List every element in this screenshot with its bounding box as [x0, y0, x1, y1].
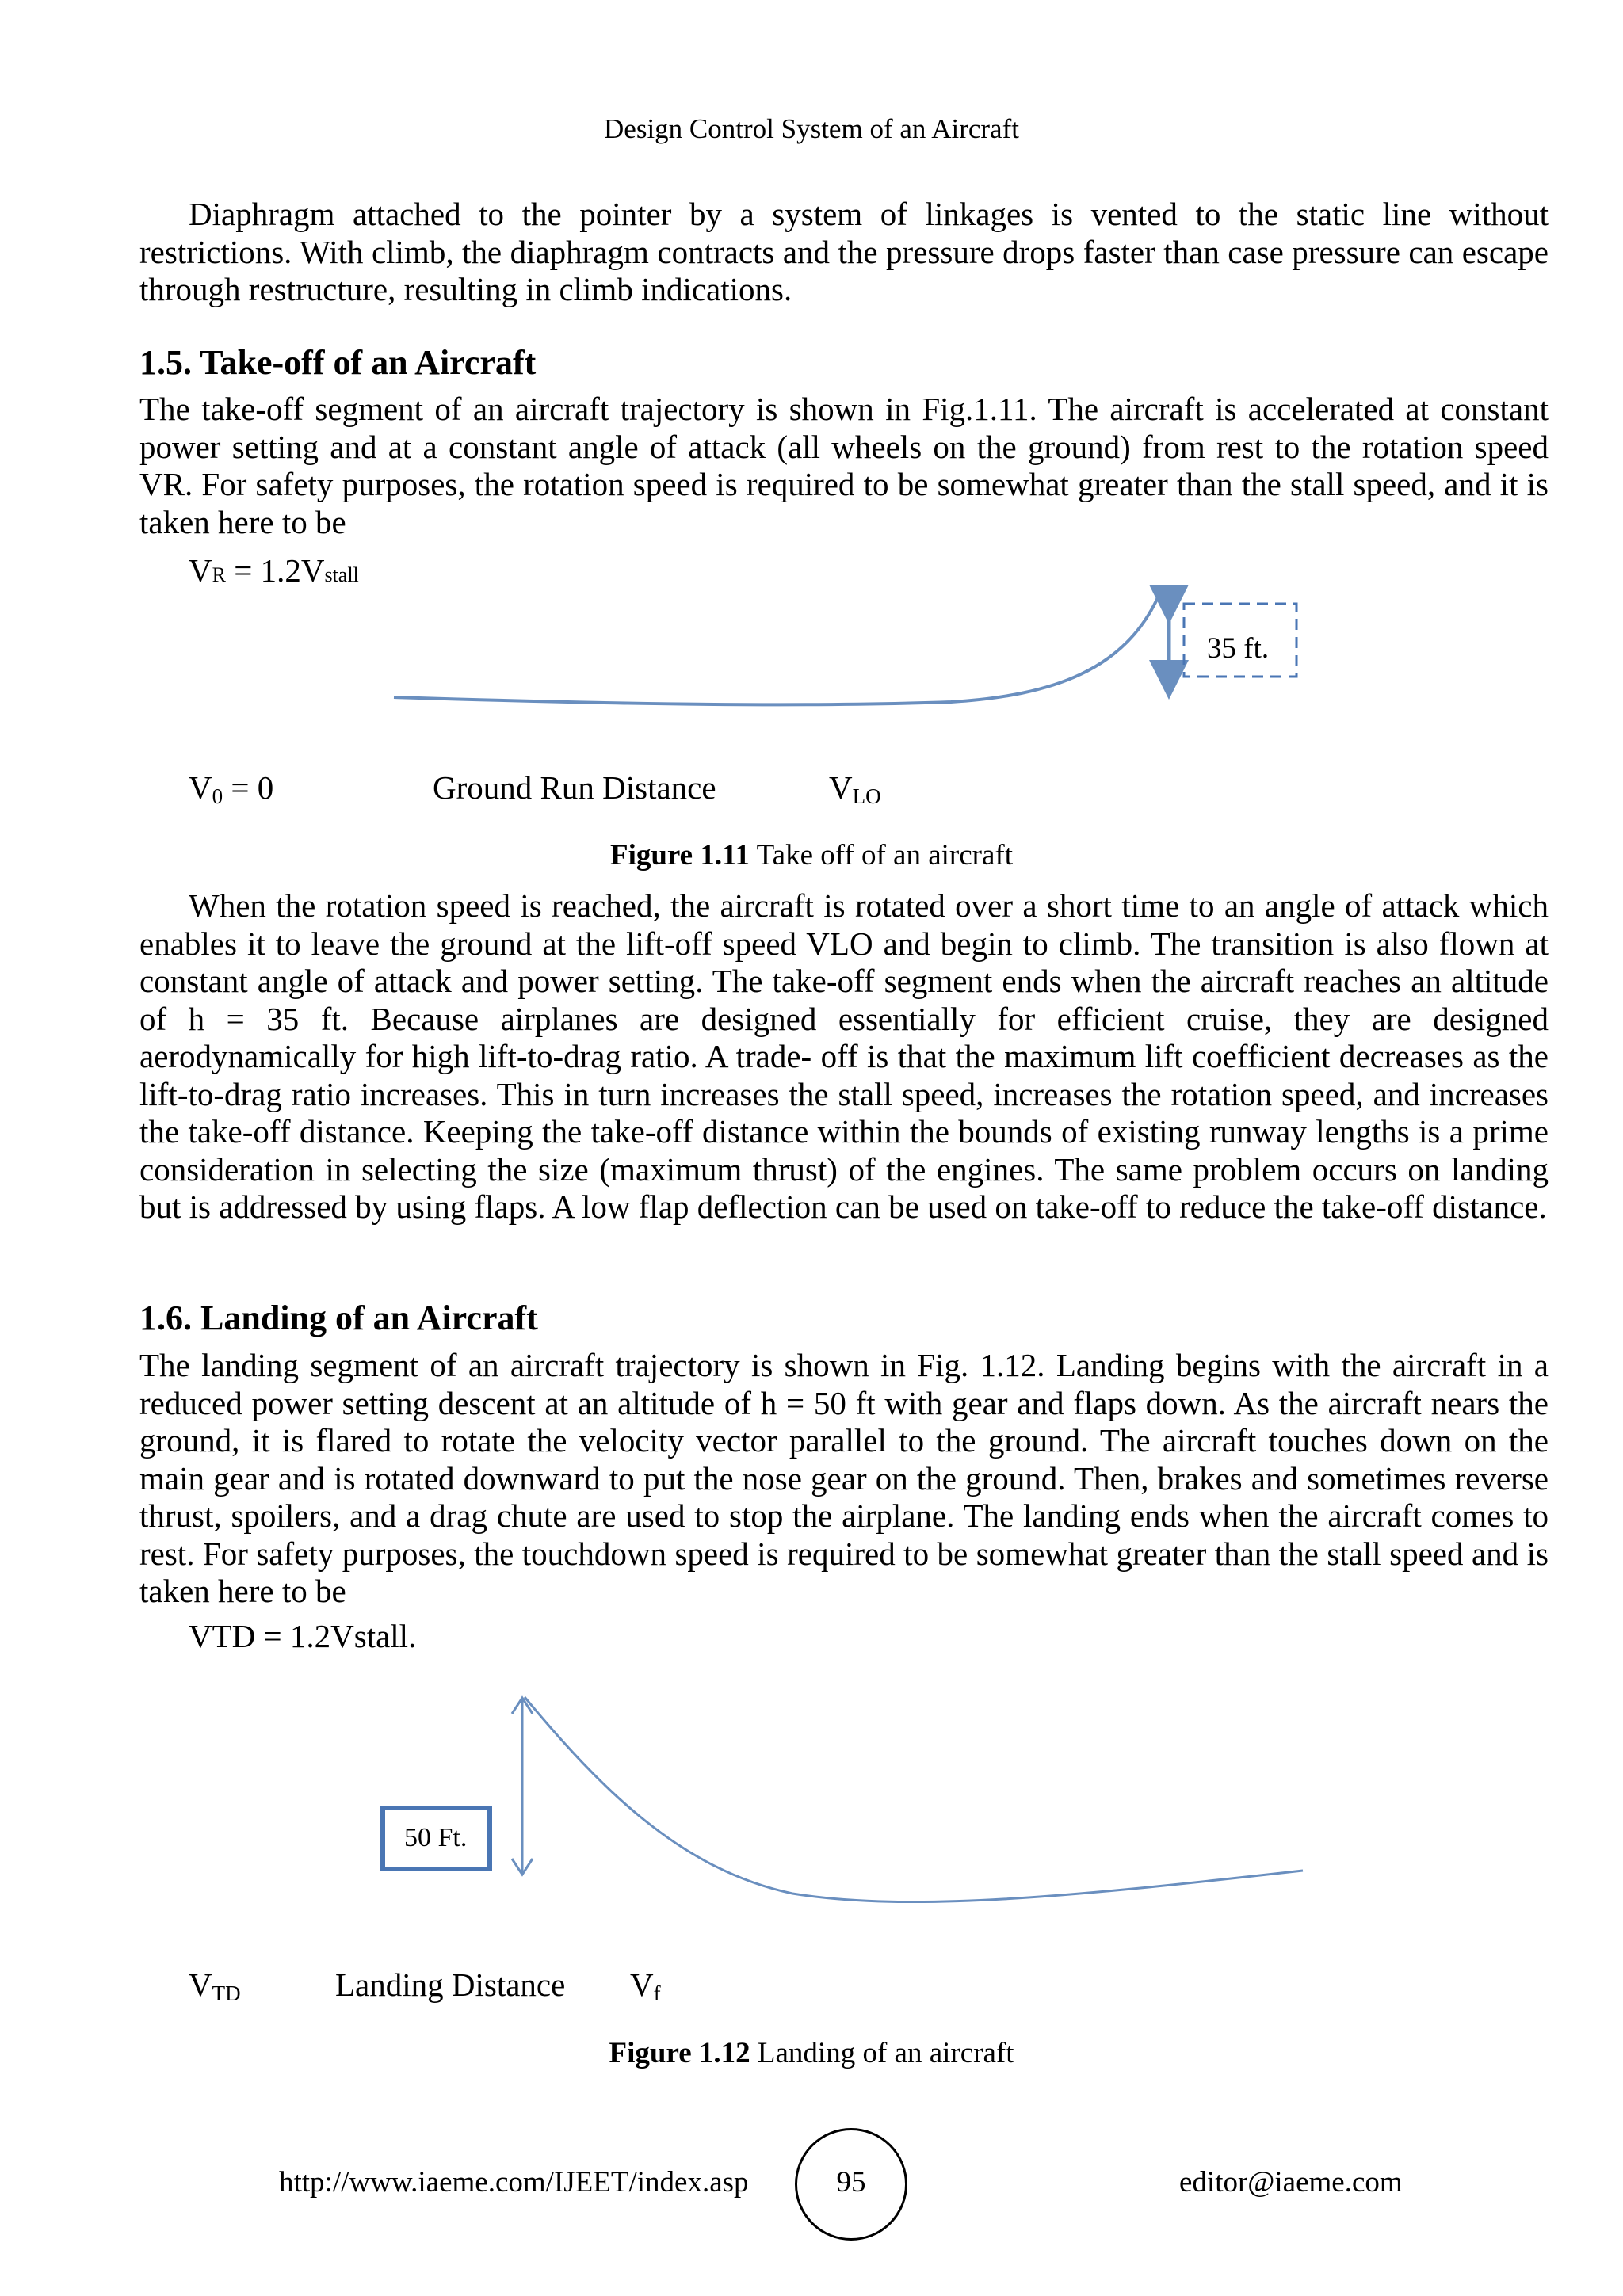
vtd-label — [189, 1966, 241, 2006]
touchdown-speed-equation: VTD = 1.2Vstall. — [189, 1618, 417, 1654]
vf-symbol: V — [630, 1966, 654, 2003]
v0-value: = 0 — [223, 769, 274, 806]
figure-1-11-number: Figure 1.11 — [609, 839, 750, 871]
takeoff-paragraph-2: When the rotation speed is reached, the aircraft is rotated over a short time to an angle of attack which enables it to leave the ground at the lift-off speed VLO and begin to climb. The transition is also flown at constant angle of attack and power setting. The take-off segment ends when the aircraft reaches an altitude of h = 35 ft. Because airplanes are designed essentially for efficient cruise, they are designed aerodynamically for high lift-to-drag ratio. A trade- off is that the maximum lift coefficient decreases as the lift-to-drag ratio increases. This in turn increases the stall speed, increases the rotation speed, and increases the take-off distance. Keeping the take-off distance within the bounds of existing runway lengths is a prime consideration in selecting the size (maximum thrust) of the engines. The same problem occurs on landing but is addressed by using flaps. A low flap deflection can be used on take-off to reduce the take-off distance. — [139, 887, 1549, 1225]
vtd-symbol: V — [189, 1966, 212, 2003]
takeoff-paragraph-1: The take-off segment of an aircraft trajectory is shown in Fig.1.11. The aircraft is accelerated at constant power setting and at a constant angle of attack (all wheels on the ground) from rest to the rotation speed VR. For safety purposes, the rotation speed is required to be somewhat greater than the stall speed, and it is taken here to be — [139, 391, 1549, 540]
vlo-symbol: V — [829, 769, 853, 806]
figure-1-12-number: Figure 1.12 — [609, 2037, 750, 2069]
vf-subscript: f — [653, 1981, 661, 2005]
running-head: Design Control System of an Aircraft — [604, 113, 1019, 144]
vtd-subscript: TD — [212, 1981, 241, 2005]
section-heading-takeoff: 1.5. Take-off of an Aircraft — [139, 343, 537, 382]
ground-run-distance-label: Ground Run Distance — [433, 769, 716, 806]
eq-rhs: = 1.2V — [225, 552, 325, 589]
footer-url-link[interactable]: http://www.iaeme.com/IJEET/index.asp — [279, 2166, 749, 2199]
landing-paragraph-1: The landing segment of an aircraft trajectory is shown in Fig. 1.12. Landing begins with the aircraft in a reduced power setting descent at an altitude of h = 50 ft with gear and flaps down. As the aircraft nears the ground, it is flared to rotate the velocity vector parallel to the ground. The aircraft touches down on the main gear and is rotated downward to put the nose gear on the ground. Then, brakes and sometimes reverse thrust, spoilers, and a drag chute are used to stop the airplane. The landing ends when the aircraft comes to rest. For safety purposes, the touchdown speed is required to be somewhat greater than the stall speed and is taken here to be — [139, 1347, 1549, 1609]
eq-lhs-sub: R — [212, 563, 226, 586]
v0-subscript: 0 — [212, 784, 223, 808]
eq-lhs: V — [189, 552, 212, 589]
figure-1-11-text: Take off of an aircraft — [750, 839, 1014, 871]
intro-paragraph: Diaphragm attached to the pointer by a system of linkages is vented to the static line without restrictions. With climb, the diaphragm contracts and the pressure drops faster than case pressure can escape through restructure, resulting in climb indications. — [139, 196, 1549, 307]
eq-rhs-sub: stall — [324, 563, 359, 586]
v0-symbol: V — [189, 769, 212, 806]
page-number: 95 — [836, 2166, 866, 2199]
footer-email-link[interactable]: editor@iaeme.com — [1179, 2166, 1403, 2199]
landing-trajectory-line — [525, 1697, 1303, 1902]
vlo-subscript: LO — [852, 784, 881, 808]
landing-height-label: 50 Ft. — [404, 1823, 468, 1852]
vf-label — [630, 1966, 661, 2006]
takeoff-height-label: 35 ft. — [1207, 632, 1270, 665]
figure-1-12-text: Landing of an aircraft — [750, 2037, 1014, 2069]
landing-distance-label: Landing Distance — [335, 1966, 566, 2003]
figure-1-12-caption — [0, 2036, 1623, 2070]
section-heading-landing: 1.6. Landing of an Aircraft — [139, 1299, 538, 1337]
